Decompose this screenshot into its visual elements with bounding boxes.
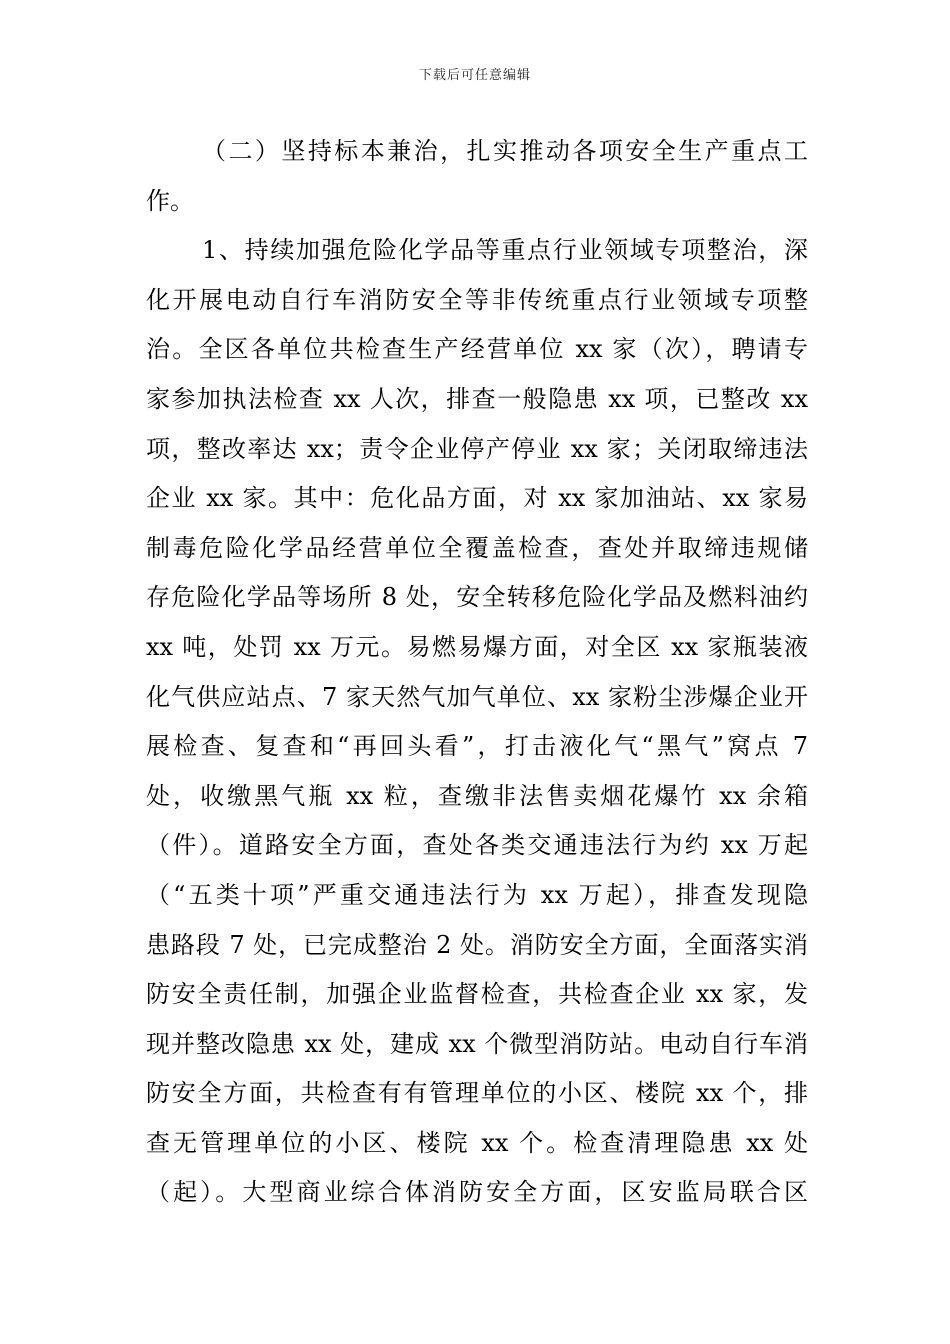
paragraph-line: 处，收缴黑气瓶 xx 粒，查缴非法售卖烟花爆竹 xx 余箱 <box>146 781 808 810</box>
paragraph-line: xx 吨，处罚 xx 万元。易燃易爆方面，对全区 xx 家瓶装液 <box>146 632 808 661</box>
paragraph-line: 项，整改率达 xx；责令企业停产停业 xx 家；关闭取缔违法 <box>146 434 808 463</box>
paragraph-line: 查无管理单位的小区、楼院 xx 个。检查清理隐患 xx 处 <box>146 1128 808 1157</box>
section-heading-line-1: （二）坚持标本兼治，扎实推动各项安全生产重点工 <box>202 137 808 165</box>
paragraph-line: 现并整改隐患 xx 处，建成 xx 个微型消防站。电动自行车消 <box>146 1029 808 1058</box>
paragraph-line: （起）。大型商业综合体消防安全方面，区安监局联合区 <box>146 1178 808 1207</box>
paragraph-line: 防安全责任制，加强企业监督检查，共检查企业 xx 家，发 <box>146 980 808 1009</box>
paragraph-line: 化气供应站点、7 家天然气加气单位、xx 家粉尘涉爆企业开 <box>146 682 808 711</box>
paragraph-line: （件）。道路安全方面，查处各类交通违法行为约 xx 万起 <box>146 831 808 860</box>
paragraph-line: 1、持续加强危险化学品等重点行业领域专项整治，深 <box>202 236 808 265</box>
paragraph-line: 企业 xx 家。其中：危化品方面，对 xx 家加油站、xx 家易 <box>146 484 808 513</box>
paragraph-line: 存危险化学品等场所 8 处，安全转移危险化学品及燃料油约 <box>146 583 808 612</box>
paragraph-line: 制毒危险化学品经营单位全覆盖检查，查处并取缔违规储 <box>146 533 808 562</box>
paragraph-line: 展检查、复查和“再回头看”，打击液化气“黑气”窝点 7 <box>146 732 808 761</box>
page-header: 下载后可任意编辑 <box>418 68 531 83</box>
paragraph-line: 患路段 7 处，已完成整治 2 处。消防安全方面，全面落实消 <box>146 930 808 959</box>
paragraph-line: （“五类十项”严重交通违法行为 xx 万起），排查发现隐 <box>146 880 808 909</box>
paragraph-line: 化开展电动自行车消防安全等非传统重点行业领域专项整 <box>146 285 808 314</box>
section-heading-line-2: 作。 <box>146 186 194 215</box>
paragraph-line: 治。全区各单位共检查生产经营单位 xx 家（次），聘请专 <box>146 335 808 364</box>
paragraph-line: 家参加执法检查 xx 人次，排查一般隐患 xx 项，已整改 xx <box>146 384 808 413</box>
document-body <box>146 127 808 1218</box>
paragraph-line: 防安全方面，共检查有有管理单位的小区、楼院 xx 个，排 <box>146 1079 808 1108</box>
